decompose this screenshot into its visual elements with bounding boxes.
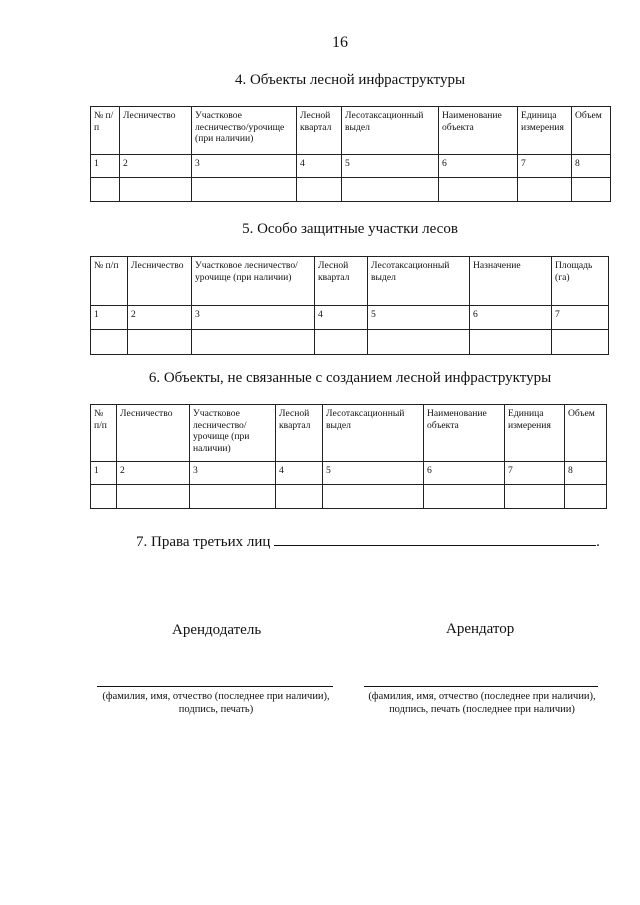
header-cell: Наименование объекта	[424, 405, 505, 462]
header-cell: Лесотаксационный выдел	[323, 405, 424, 462]
header-cell: Единица измерения	[505, 405, 565, 462]
infrastructure-table	[90, 106, 611, 202]
lessor-caption	[82, 690, 350, 716]
non-infrastructure-table	[90, 404, 607, 509]
section-5-title: 5. Особо защитные участки лесов	[242, 221, 458, 237]
lessor-signature-line	[97, 686, 333, 687]
header-cell: Назначение	[470, 257, 552, 306]
header-cell: Лесной квартал	[315, 257, 368, 306]
header-cell: Объем	[572, 107, 611, 155]
empty-row	[91, 485, 607, 509]
number-cell: 1	[91, 155, 120, 178]
lessor-caption-line-2: подпись, печать)	[178, 704, 254, 715]
header-cell: Объем	[565, 405, 607, 462]
number-cell: 6	[470, 306, 552, 330]
number-cell: 7	[505, 462, 565, 485]
header-cell: Лесной квартал	[276, 405, 323, 462]
number-cell: 8	[565, 462, 607, 485]
number-cell: 4	[315, 306, 368, 330]
number-cell: 2	[117, 462, 190, 485]
number-cell: 5	[342, 155, 439, 178]
third-party-rights	[136, 533, 600, 551]
protective-areas-table	[90, 256, 609, 355]
number-cell: 3	[192, 155, 297, 178]
empty-row	[91, 330, 609, 355]
number-cell: 6	[424, 462, 505, 485]
number-cell: 7	[518, 155, 572, 178]
number-cell: 4	[276, 462, 323, 485]
header-cell: Лесничество	[120, 107, 192, 155]
header-cell: Лесничество	[117, 405, 190, 462]
empty-row	[91, 178, 611, 202]
number-cell: 4	[297, 155, 342, 178]
number-cell: 1	[91, 306, 128, 330]
lessee-title: Арендатор	[446, 621, 515, 637]
number-cell: 6	[439, 155, 518, 178]
lessee-caption	[350, 690, 614, 716]
number-cell: 1	[91, 462, 117, 485]
header-cell: Лесотаксационный выдел	[368, 257, 470, 306]
page-number: 16	[332, 34, 348, 51]
header-cell: Участковое лесничество/урочище (при наличии)	[192, 107, 297, 155]
number-cell: 3	[192, 306, 315, 330]
number-cell: 8	[572, 155, 611, 178]
number-cell: 2	[120, 155, 192, 178]
header-cell: Единица измерения	[518, 107, 572, 155]
lessor-caption-line-1: (фамилия, имя, отчество (последнее при наличии),	[102, 691, 330, 702]
header-cell: Лесничество	[128, 257, 192, 306]
header-cell: Участковое лесничество/урочище (при наличии)	[192, 257, 315, 306]
header-cell: Участковое лесничество/ урочище (при наличии)	[190, 405, 276, 462]
lessee-caption-line-1: (фамилия, имя, отчество (последнее при наличии),	[368, 691, 596, 702]
end-mark: .	[596, 534, 600, 550]
number-cell: 3	[190, 462, 276, 485]
third-party-rights-label: 7. Права третьих лиц	[136, 534, 271, 550]
number-cell: 7	[552, 306, 609, 330]
section-4-title: 4. Объекты лесной инфраструктуры	[234, 72, 466, 88]
header-cell: № п/п	[91, 405, 117, 462]
lessee-signature-line	[364, 686, 598, 687]
number-cell: 5	[368, 306, 470, 330]
section-6-title: 6. Объекты, не связанные с созданием лесной инфраструктуры	[148, 370, 552, 386]
header-cell: Лесотаксационный выдел	[342, 107, 439, 155]
number-cell: 5	[323, 462, 424, 485]
header-cell: Наименование объекта	[439, 107, 518, 155]
number-cell: 2	[128, 306, 192, 330]
header-cell: Лесной квартал	[297, 107, 342, 155]
lessee-caption-line-2: подпись, печать (последнее при наличии)	[389, 704, 575, 715]
header-cell: № п/п	[91, 257, 128, 306]
lessor-title: Арендодатель	[172, 622, 262, 638]
header-cell: Площадь (га)	[552, 257, 609, 306]
header-cell: № п/п	[91, 107, 120, 155]
third-party-rights-blank	[274, 533, 596, 546]
